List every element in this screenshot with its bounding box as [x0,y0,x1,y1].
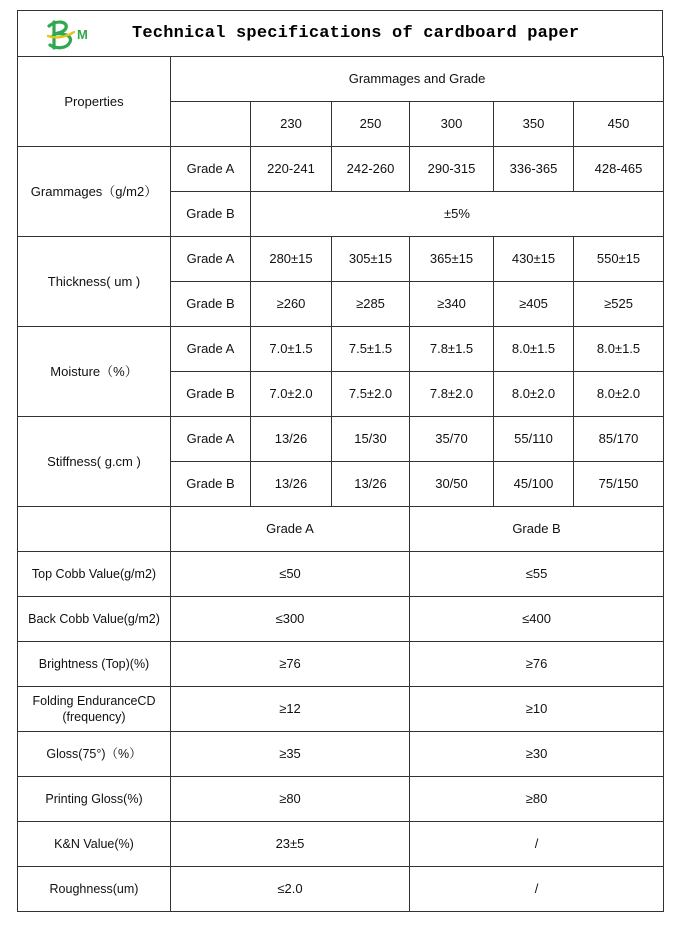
table-cell: / [410,822,664,867]
table-cell: ≥76 [410,642,664,687]
table-cell: 8.0±2.0 [494,372,574,417]
grammage-350: 350 [494,102,574,147]
grade-label: Grade B [171,192,251,237]
table-cell: ±5% [251,192,664,237]
table-cell: 8.0±1.5 [494,327,574,372]
table-cell: ≥525 [574,282,664,327]
table-cell: ≥76 [171,642,410,687]
table-row [18,732,664,777]
table-cell: ≥12 [171,687,410,732]
table-row [18,417,664,462]
table-cell: ≥80 [410,777,664,822]
table-cell: ≥405 [494,282,574,327]
table-cell: 7.5±1.5 [332,327,410,372]
properties-header: Properties [18,57,171,147]
table-cell: 280±15 [251,237,332,282]
table-cell: 23±5 [171,822,410,867]
grammage-250: 250 [332,102,410,147]
grammage-300: 300 [410,102,494,147]
svg-text:M: M [77,27,88,42]
table-cell: 305±15 [332,237,410,282]
table-cell: 13/26 [332,462,410,507]
title-bar [17,10,663,56]
table-cell: 85/170 [574,417,664,462]
table-cell: 45/100 [494,462,574,507]
row-label: Back Cobb Value(g/m2) [18,597,171,642]
grade-label: Grade A [171,147,251,192]
table-cell: ≤300 [171,597,410,642]
table-cell: 8.0±2.0 [574,372,664,417]
table-cell: 7.8±1.5 [410,327,494,372]
table-cell: 15/30 [332,417,410,462]
table-cell: 7.8±2.0 [410,372,494,417]
grammages-label: Grammages（g/m2） [18,147,171,237]
row-label: K&N Value(%) [18,822,171,867]
table-row [18,642,664,687]
table-cell: 290-315 [410,147,494,192]
table-cell: 55/110 [494,417,574,462]
table-cell: 550±15 [574,237,664,282]
grade-label: Grade A [171,417,251,462]
table-cell: 13/26 [251,417,332,462]
table-cell: ≥80 [171,777,410,822]
table-cell: 13/26 [251,462,332,507]
table-cell: ≤55 [410,552,664,597]
table-cell: ≥10 [410,687,664,732]
table-cell: 220-241 [251,147,332,192]
table-row [18,867,664,912]
table-cell: 7.5±2.0 [332,372,410,417]
stiffness-label: Stiffness( g.cm ) [18,417,171,507]
grade-label: Grade B [171,462,251,507]
grammages-grade-header: Grammages and Grade [171,57,664,102]
table-cell: 242-260 [332,147,410,192]
table-cell: 7.0±1.5 [251,327,332,372]
table-cell: ≥340 [410,282,494,327]
table-row [18,687,664,732]
table-cell: ≥285 [332,282,410,327]
thickness-label: Thickness( um ) [18,237,171,327]
table-cell: 365±15 [410,237,494,282]
grammage-450: 450 [574,102,664,147]
grade-label: Grade B [171,372,251,417]
header-row [18,57,664,102]
table-cell: ≥30 [410,732,664,777]
grade-header-row [18,507,664,552]
row-label: Gloss(75°)（%） [18,732,171,777]
table-row [18,552,664,597]
table-row [18,147,664,192]
bm-logo-icon [46,18,106,52]
grade-label: Grade A [171,327,251,372]
table-cell: 35/70 [410,417,494,462]
table-cell: / [410,867,664,912]
page-title: Technical specifications of cardboard paper [132,24,580,43]
table-row [18,597,664,642]
grammage-230: 230 [251,102,332,147]
grade-label: Grade A [171,237,251,282]
moisture-label: Moisture（%） [18,327,171,417]
spec-sheet [17,10,663,912]
table-row [18,237,664,282]
grade-a-header: Grade A [171,507,410,552]
table-cell: 7.0±2.0 [251,372,332,417]
table-cell: ≤50 [171,552,410,597]
table-cell: ≥35 [171,732,410,777]
table-cell: 428-465 [574,147,664,192]
row-label: Brightness (Top)(%) [18,642,171,687]
row-label: Folding EnduranceCD (frequency) [18,687,171,732]
table-cell: ≤2.0 [171,867,410,912]
row-label: Roughness(um) [18,867,171,912]
spec-table [17,56,664,912]
table-cell: ≥260 [251,282,332,327]
table-cell: 30/50 [410,462,494,507]
grade-b-header: Grade B [410,507,664,552]
table-row [18,777,664,822]
table-row [18,327,664,372]
row-label: Top Cobb Value(g/m2) [18,552,171,597]
table-cell: 8.0±1.5 [574,327,664,372]
table-cell: 336-365 [494,147,574,192]
row-label: Printing Gloss(%) [18,777,171,822]
table-cell: ≤400 [410,597,664,642]
table-row [18,822,664,867]
table-cell: 75/150 [574,462,664,507]
grade-label: Grade B [171,282,251,327]
table-cell: 430±15 [494,237,574,282]
